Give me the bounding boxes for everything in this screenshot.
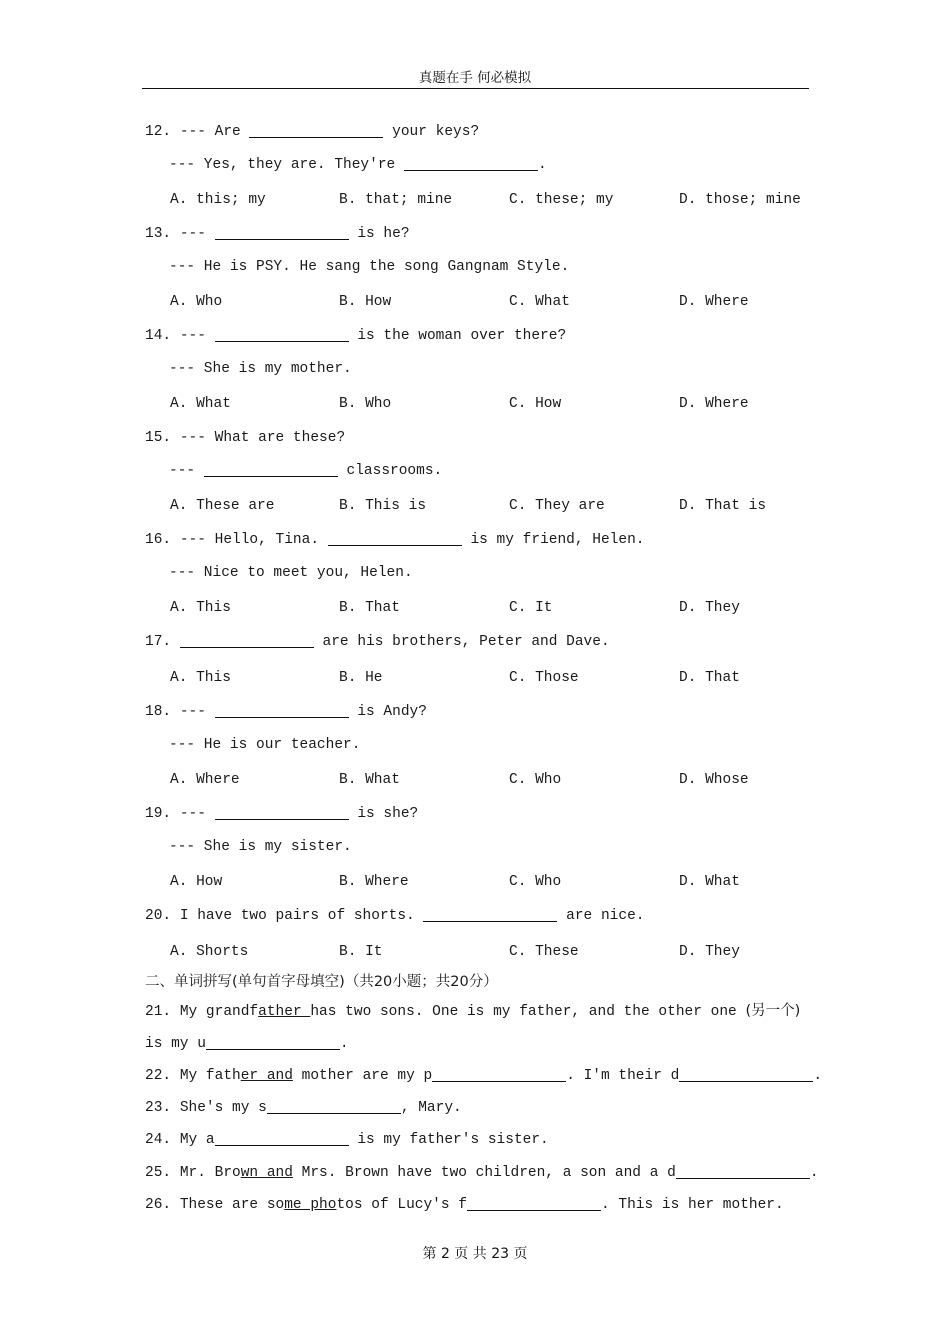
question-14-option-b[interactable]: B. Who	[339, 396, 392, 412]
question-14-response: --- She is my mother.	[169, 361, 352, 377]
question-18-option-d[interactable]: D. Whose	[679, 772, 749, 788]
question-15-response: --- classrooms.	[169, 463, 443, 479]
question-21-prompt: 21. My grandfather has two sons. One is my father, and the other one (另一个)	[145, 1003, 801, 1020]
question-19-prompt: 19. --- is she?	[145, 806, 419, 822]
question-16-option-b[interactable]: B. That	[339, 600, 400, 616]
question-15-option-a[interactable]: A. These are	[170, 498, 275, 514]
answer-blank	[215, 702, 349, 718]
answer-blank	[215, 804, 349, 820]
question-17-option-d[interactable]: D. That	[679, 670, 740, 686]
question-20-option-d[interactable]: D. They	[679, 944, 740, 960]
question-12-option-d[interactable]: D. those; mine	[679, 192, 801, 208]
question-14-option-c[interactable]: C. How	[509, 396, 562, 412]
page-number-footer: 第 2 页 共 23 页	[422, 1246, 528, 1262]
question-15-option-c[interactable]: C. They are	[509, 498, 605, 514]
section-2-heading: 二、单词拼写(单句首字母填空)（共20小题；共20分）	[145, 974, 498, 990]
answer-blank	[249, 122, 383, 138]
question-12-option-a[interactable]: A. this; my	[170, 192, 266, 208]
answer-blank	[404, 155, 538, 171]
question-13-option-a[interactable]: A. Who	[170, 294, 223, 310]
question-16-option-c[interactable]: C. It	[509, 600, 553, 616]
answer-blank	[215, 326, 349, 342]
answer-blank	[206, 1034, 340, 1050]
question-13-prompt: 13. --- is he?	[145, 226, 410, 242]
question-20-prompt: 20. I have two pairs of shorts. are nice.	[145, 908, 645, 924]
question-19-option-c[interactable]: C. Who	[509, 874, 562, 890]
question-12-response: --- Yes, they are. They're .	[169, 157, 547, 173]
question-12-prompt: 12. --- Are your keys?	[145, 124, 480, 140]
question-19-option-d[interactable]: D. What	[679, 874, 740, 890]
question-22-prompt: 22. My father and mother are my p . I'm their d .	[145, 1068, 823, 1084]
question-26-prompt: 26. These are some photos of Lucy's f . This is her mother.	[145, 1197, 784, 1213]
question-17-option-b[interactable]: B. He	[339, 670, 383, 686]
answer-blank	[432, 1066, 566, 1082]
answer-blank	[423, 906, 557, 922]
question-19-option-a[interactable]: A. How	[170, 874, 223, 890]
question-23-prompt: 23. She's my s , Mary.	[145, 1100, 462, 1116]
question-12-option-c[interactable]: C. these; my	[509, 192, 614, 208]
question-17-prompt: 17. are his brothers, Peter and Dave.	[145, 634, 610, 650]
question-15-option-d[interactable]: D. That is	[679, 498, 767, 514]
answer-blank	[676, 1163, 810, 1179]
question-20-option-b[interactable]: B. It	[339, 944, 383, 960]
question-21-continuation: is my u .	[145, 1036, 349, 1052]
answer-blank	[215, 224, 349, 240]
header-divider	[142, 88, 809, 89]
answer-blank	[267, 1098, 401, 1114]
question-17-option-a[interactable]: A. This	[170, 670, 231, 686]
question-13-response: --- He is PSY. He sang the song Gangnam Style.	[169, 259, 570, 275]
answer-blank	[204, 461, 338, 477]
question-15-prompt: 15. --- What are these?	[145, 430, 346, 446]
question-12-option-b[interactable]: B. that; mine	[339, 192, 453, 208]
question-13-option-c[interactable]: C. What	[509, 294, 570, 310]
question-20-option-a[interactable]: A. Shorts	[170, 944, 249, 960]
question-15-option-b[interactable]: B. This is	[339, 498, 427, 514]
question-20-option-c[interactable]: C. These	[509, 944, 579, 960]
question-18-option-b[interactable]: B. What	[339, 772, 400, 788]
question-18-option-a[interactable]: A. Where	[170, 772, 240, 788]
question-16-option-d[interactable]: D. They	[679, 600, 740, 616]
question-19-response: --- She is my sister.	[169, 839, 352, 855]
question-18-response: --- He is our teacher.	[169, 737, 361, 753]
question-19-option-b[interactable]: B. Where	[339, 874, 409, 890]
question-14-option-a[interactable]: A. What	[170, 396, 231, 412]
question-18-prompt: 18. --- is Andy?	[145, 704, 427, 720]
answer-blank	[328, 530, 462, 546]
answer-blank	[679, 1066, 813, 1082]
question-18-option-c[interactable]: C. Who	[509, 772, 562, 788]
question-25-prompt: 25. Mr. Brown and Mrs. Brown have two children, a son and a d .	[145, 1165, 819, 1181]
answer-blank	[215, 1130, 349, 1146]
question-14-option-d[interactable]: D. Where	[679, 396, 749, 412]
question-14-prompt: 14. --- is the woman over there?	[145, 328, 567, 344]
question-17-option-c[interactable]: C. Those	[509, 670, 579, 686]
page-header-title: 真题在手 何必模拟	[418, 70, 532, 86]
question-13-option-d[interactable]: D. Where	[679, 294, 749, 310]
question-24-prompt: 24. My a is my father's sister.	[145, 1132, 549, 1148]
question-16-prompt: 16. --- Hello, Tina. is my friend, Helen.	[145, 532, 645, 548]
question-16-response: --- Nice to meet you, Helen.	[169, 565, 413, 581]
answer-blank	[180, 632, 314, 648]
question-13-option-b[interactable]: B. How	[339, 294, 392, 310]
answer-blank	[467, 1195, 601, 1211]
question-16-option-a[interactable]: A. This	[170, 600, 231, 616]
